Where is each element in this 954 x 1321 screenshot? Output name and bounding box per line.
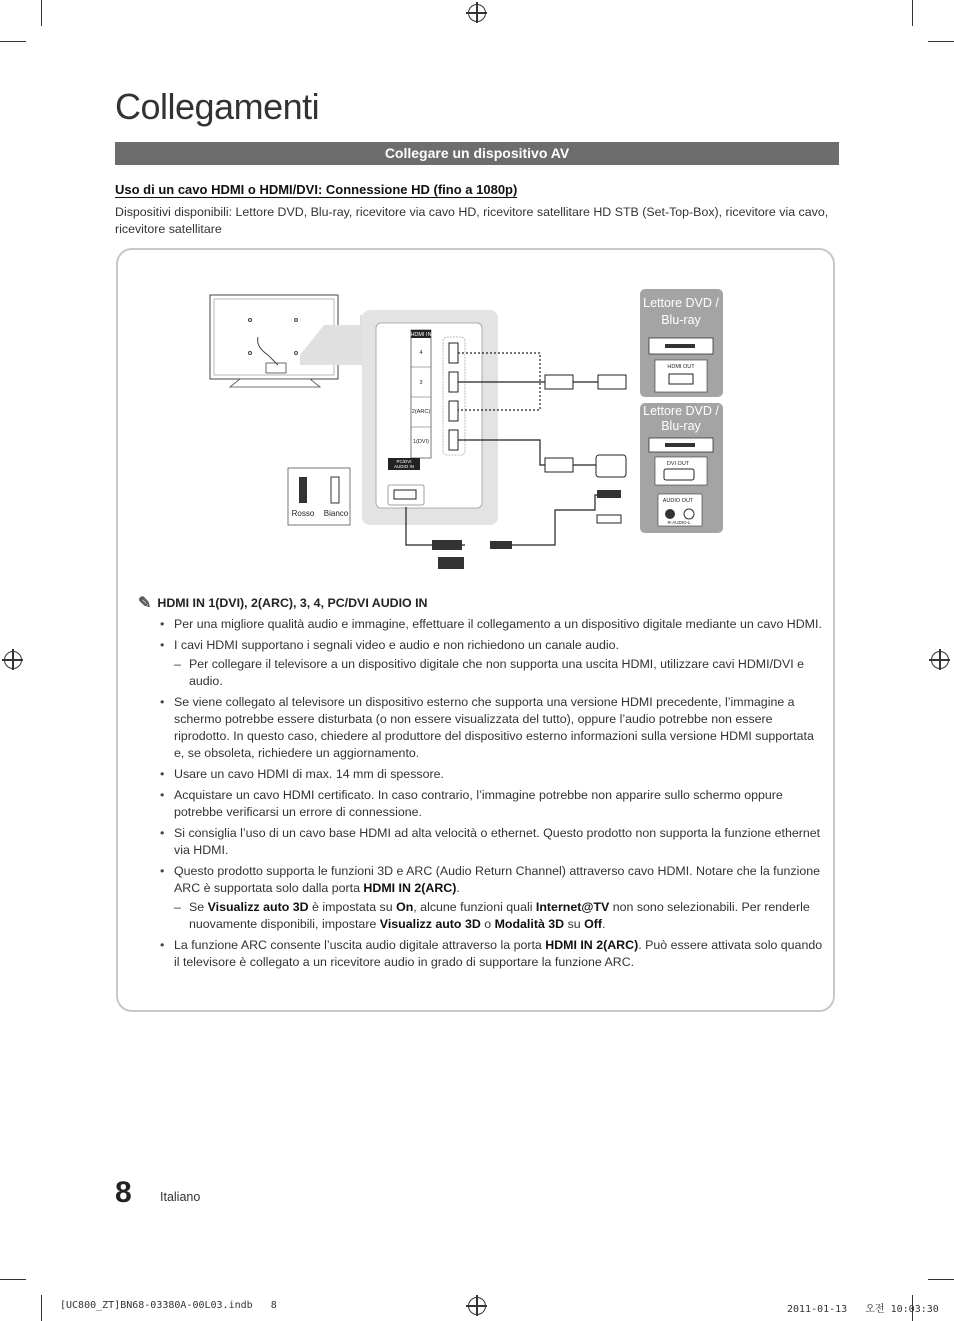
list-item [160,616,823,633]
note-text: La funzione ARC consente l’uscita audio digitale attraverso la porta [174,938,546,952]
list-item [160,863,823,933]
port-4-label: 4 [419,350,423,356]
footer-file: [UC800_ZT]BN68-03380A-00L03.indb 8 [60,1300,277,1311]
note-text: Per una migliore qualità audio e immagine, effettuare il collegamento a un dispositivo digitale mediante un cavo HDMI. [174,617,822,631]
registration-mark-icon [4,651,22,669]
note-text: . Può essere attivata solo quando il televisore è collegato a un ricevitore audio in grado di supportare la funzione ARC. [174,938,823,969]
crop-mark [928,1279,954,1280]
footer-date: 2011-01-13 오전 10:03:30 [787,1304,939,1315]
dvi-out-label: DVI OUT [666,461,690,467]
device-2-label-line2: Blu-ray [661,419,701,433]
sub-note [174,899,823,933]
note-text: su [564,917,585,931]
note-text: è impostata su [308,900,397,914]
list-item [160,694,823,762]
rca-plug [597,490,621,498]
hdmi-plug [545,458,573,472]
note-text: non sono selezionabili. Per renderle nuovamente disponibili, impostare [189,900,810,931]
rosso-label: Rosso [291,509,315,518]
audio-in-label: AUDIO IN [393,464,415,469]
hdmi-plug [598,375,626,389]
subheading-text: Uso di un cavo HDMI o HDMI/DVI: Connessione HD (fino a 1080p) [115,182,518,197]
page-title: Collegamenti [115,86,320,127]
pc-dvi-label: PC/DVI [396,459,412,464]
devices-text: Dispositivi disponibili: Lettore DVD, Blu-ray, ricevitore via cavo HD, ricevitore satellitare HD STB (Set-Top-Box), ricevitore via cavo, ricevitore satellitare [115,205,829,236]
notes-heading [138,595,823,612]
note-text: Se [189,900,208,914]
port-3-label: 3 [419,380,423,386]
hdmi-port-3 [449,372,458,392]
keyword: Internet@TV [535,900,610,914]
list-item [160,787,823,821]
hdmi-port-1 [449,430,458,450]
mini-jack-plug [490,541,512,549]
audio-plug [438,557,464,569]
audio-plug [432,540,462,550]
note-text: . [456,881,460,895]
hdmi-in-label: HDMI IN [410,332,432,338]
hdmi-out-port [669,374,693,384]
hdmi-port-4 [449,343,458,363]
dvi-out-port [664,469,694,480]
registration-mark-icon [468,1297,486,1315]
keyword: Modalità 3D [494,917,565,931]
port-1-label: 1(DVI) [413,439,429,445]
rca-plug [597,515,621,523]
note-text: I cavi HDMI supportano i segnali video e audio e non richiedono un canale audio. [174,638,619,652]
note-text: Questo prodotto supporta le funzioni 3D e ARC (Audio Return Channel) attraverso cavo HDMI. Notare che la funzione ARC è supportata solo dalla porta [174,864,821,895]
list-item [160,937,823,971]
port-2-label: 2(ARC) [411,409,431,415]
note-text: Si consiglia l’uso di un cavo base HDMI ad alta velocità o ethernet. Questo prodotto non supporta la funzione ethernet via HDMI. [174,826,821,857]
bianco-label: Bianco [323,509,349,518]
registration-mark-icon [468,4,486,22]
note-text: . [602,917,606,931]
list-item [160,825,823,859]
crop-mark [928,41,954,42]
note-text: Se viene collegato al televisore un dispositivo esterno che supporta una versione HDMI precedente, l’immagine a schermo potrebbe essere disturbata (o non essere visualizzata del tutto), oppure l’audio potrebbe non essere riprodotto. In questo caso, chiedere al produttore del dispositivo esterno informazioni sulla versione HDMI supportata e, se obsoleta, richiedere un aggiornamento. [174,695,814,760]
page-language: Italiano [160,1190,201,1204]
hdmi-port-2 [449,401,458,421]
audio-out-port [665,509,675,519]
note-text: Usare un cavo HDMI di max. 14 mm di spessore. [174,767,444,781]
list-item [160,766,823,783]
device-1-label-line2: Blu-ray [661,313,701,327]
note-text: , alcune funzioni quali [413,900,536,914]
keyword: Visualizz auto 3D [207,900,309,914]
pc-dvi-audio-in-port [394,490,416,499]
page-number: 8 [115,1176,132,1209]
keyword: Off [584,917,602,931]
audio-out-port [684,509,694,519]
note-text: Acquistare un cavo HDMI certificato. In caso contrario, l’immagine potrebbe non apparire sullo schermo oppure potrebbe verificarsi un errore di connessione. [174,788,783,819]
keyword: HDMI IN 2(ARC) [363,881,457,895]
crop-mark [912,0,913,26]
list-item [160,637,823,690]
crop-mark [41,1295,42,1321]
hdmi-out-label: HDMI OUT [667,364,695,370]
audio-r-l-label: R-AUDIO-L [667,520,691,525]
dvi-plug [596,455,626,477]
device-1-label-line1: Lettore DVD / [643,296,719,310]
crop-mark [0,1279,26,1280]
notes-heading-text: HDMI IN 1(DVI), 2(ARC), 3, 4, PC/DVI AUDIO IN [157,596,428,610]
notes-list [138,616,823,971]
audio-out-label: AUDIO OUT [662,498,694,504]
connection-diagram [200,285,730,585]
registration-mark-icon [931,651,949,669]
hdmi-plug [545,375,573,389]
pencil-note-icon: ✎ [138,595,152,612]
crop-mark [0,41,26,42]
note-text: o [480,917,495,931]
keyword: On [396,900,414,914]
keyword: HDMI IN 2(ARC) [545,938,639,952]
crop-mark [41,0,42,26]
device-2-label-line1: Lettore DVD / [643,404,719,418]
sub-note: – Per collegare il televisore a un dispositivo digitale che non supporta una uscita HDMI, utilizzare cavi HDMI/DVI e audio. [174,656,823,690]
subheading [115,182,517,197]
section-bar: Collegare un dispositivo AV [115,142,839,165]
notes-section [138,595,823,975]
keyword: Visualizz auto 3D [379,917,481,931]
